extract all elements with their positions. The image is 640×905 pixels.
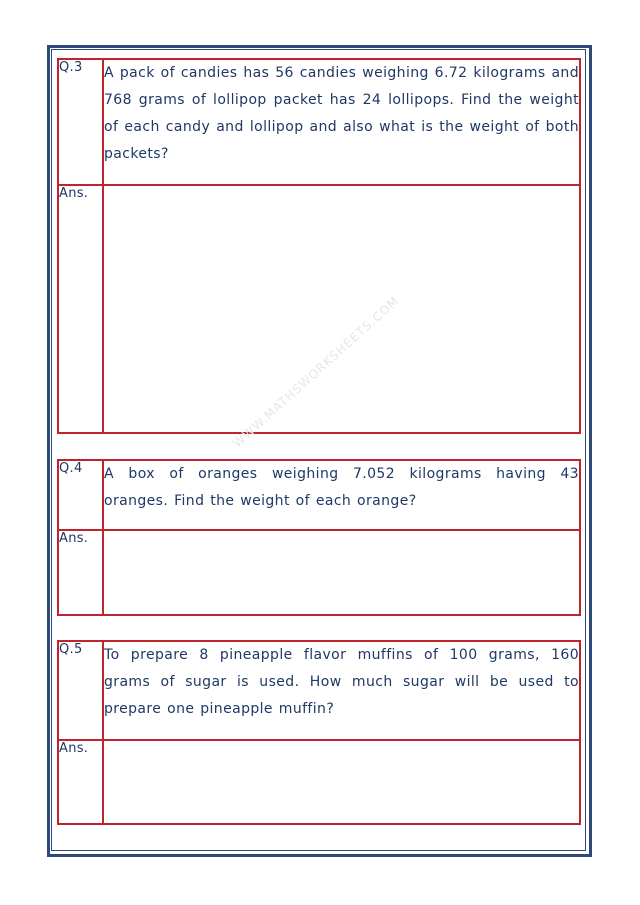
question-text: A pack of candies has 56 candies weighing 6.72 kilograms and 768 grams of lollipop packet has 24 lollipops. Find the weight of each candy and lollipop and also what is the weight of both packets? bbox=[103, 59, 580, 185]
answer-space[interactable] bbox=[103, 740, 580, 824]
answer-label: Ans. bbox=[58, 185, 103, 433]
answer-space[interactable] bbox=[103, 185, 580, 433]
answer-label: Ans. bbox=[58, 740, 103, 824]
watermark-text: WWW.MATHSWORKSHEETS.COM bbox=[230, 293, 403, 451]
answer-label: Ans. bbox=[58, 530, 103, 615]
question-text: To prepare 8 pineapple flavor muffins of 100 grams, 160 grams of sugar is used. How much sugar will be used to prepare one pineapple muffin? bbox=[103, 641, 580, 740]
question-number: Q.3 bbox=[58, 59, 103, 185]
question-table-4 bbox=[57, 459, 581, 616]
question-table-5 bbox=[57, 640, 581, 825]
answer-space[interactable] bbox=[103, 530, 580, 615]
question-number: Q.5 bbox=[58, 641, 103, 740]
question-block-4 bbox=[57, 459, 581, 616]
question-number: Q.4 bbox=[58, 460, 103, 530]
question-block-5 bbox=[57, 640, 581, 825]
question-text: A box of oranges weighing 7.052 kilograms having 43 oranges. Find the weight of each orange? bbox=[103, 460, 580, 530]
